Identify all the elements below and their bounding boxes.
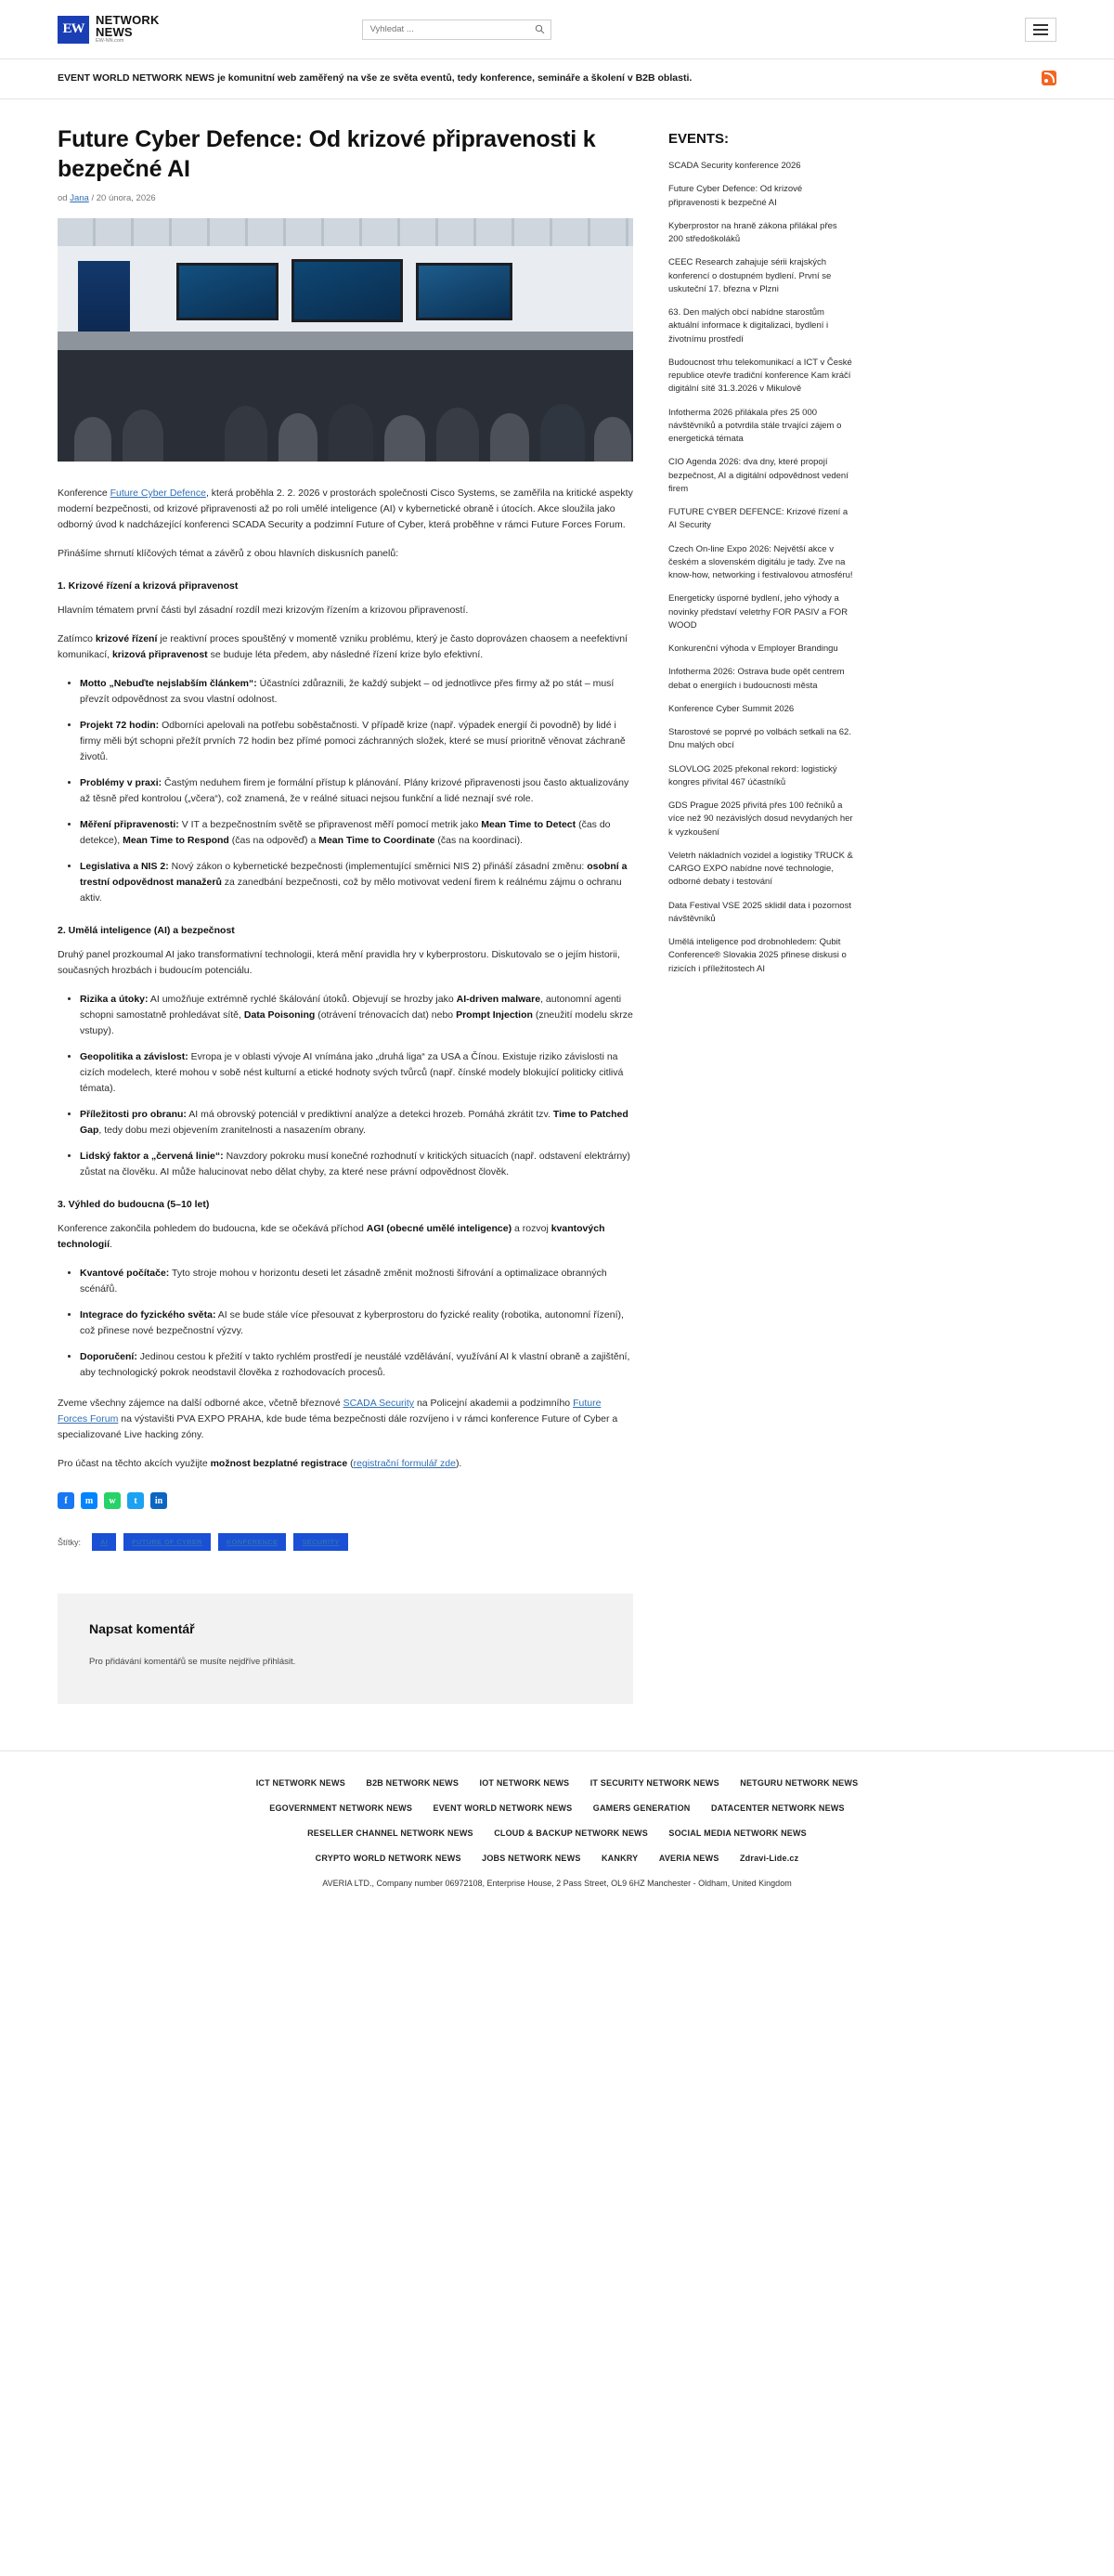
share-buttons <box>58 1492 633 1509</box>
outro-text-2: na Policejní akademii a podzimního <box>414 1398 574 1409</box>
footer-link-zdravi[interactable]: Zdravi-Lide.cz <box>739 1854 799 1864</box>
footer-legal: AVERIA LTD., Company number 06972108, Enterprise House, 2 Pass Street, OL9 6HZ Manchester - Oldham, United Kingdom <box>322 1879 792 1889</box>
bullet-text: AI se bude stále více přesouvat z kyberprostoru do fyzické reality (robotika, autonomní řízení), což přinese nové bezpečnostní výzvy. <box>80 1309 624 1336</box>
s1p2-e: se buduje léta předem, aby následné řízení krize bylo efektivní. <box>207 649 484 660</box>
sidebar-item-8[interactable]: FUTURE CYBER DEFENCE: Krizové řízení a AI Security <box>668 507 848 531</box>
sidebar-item-19[interactable]: Umělá inteligence pod drobnohledem: Qubit Conference® Slovakia 2025 přinese diskusi o rizicích i příležitostech AI <box>668 937 847 974</box>
article-main <box>58 125 633 1713</box>
bullet-bold: Legislativa a NIS 2: <box>80 861 169 872</box>
bullet-bold: Kvantové počítače: <box>80 1268 170 1279</box>
bullet-text-2: za zanedbání bezpečnosti, což by mělo motivovat vedení firem k reálnému zájmu o ochranu aktiv. <box>80 877 622 904</box>
bullet-text-2: , autonomní agenti schopni samostatně prohledávat sítě, <box>80 994 622 1021</box>
logo-line-1: NETWORK <box>96 13 160 28</box>
hero-screen-center <box>291 259 403 322</box>
bullet-bold-3: Mean Time to Respond <box>123 835 229 846</box>
page-title: Future Cyber Defence: Od krizové připravenosti k bezpečné AI <box>58 126 596 182</box>
menu-toggle-button[interactable] <box>1025 18 1056 42</box>
section-1-bullets <box>58 676 633 906</box>
logo-line-3: EW-NN.com <box>96 38 124 45</box>
byline <box>58 193 633 203</box>
tag-konference[interactable]: KONFERENCE <box>218 1533 287 1551</box>
tag-security[interactable]: SECURITY <box>293 1533 347 1551</box>
intro-text-2: , která proběhla 2. 2. 2026 v prostorách společnosti Cisco Systems, se zaměřila na kritické aspekty moderní bezpečnosti, od krizové připravenosti až po roli umělé inteligence (AI) v kybernetické obraně i útocích. Akce sloužila jako odborný úvod k nadcházející konferenci SCADA Security a podzimní Future of Cyber, která proběhne v rámci Future Forces Forum. <box>58 488 633 530</box>
bullet-bold-3: Data Poisoning <box>243 1009 316 1021</box>
list-item <box>80 718 633 765</box>
bullet-bold-2: Time to Patched Gap <box>80 1109 628 1136</box>
intro-text-1: Konference <box>58 488 110 499</box>
twitter-share-icon[interactable]: t <box>127 1492 144 1509</box>
sidebar-item-1[interactable]: Future Cyber Defence: Od krizové připravenosti k bezpečné AI <box>668 184 803 208</box>
sidebar-title: EVENTS: <box>668 131 730 147</box>
bullet-bold-4: Mean Time to Coordinate <box>318 835 435 846</box>
list-item <box>80 1266 633 1297</box>
list-item <box>80 992 633 1039</box>
bullet-text: AI má obrovský potenciál v prediktivní analýze a detekci hrozeb. Pomáhá zkrátit tzv. <box>186 1109 553 1120</box>
section-2-paragraph-1: Druhý panel prozkoumal AI jako transformativní technologii, která mění pravidla hry v kyberprostoru. Diskutovalo se o jejím historii, současných hrozbách i budoucím potenciálu. <box>58 949 620 976</box>
s1p2-a: Zatímco <box>58 633 96 644</box>
footer-link-averia[interactable]: AVERIA NEWS <box>658 1854 719 1864</box>
cta-text-1: Pro účast na těchto akcích využijte <box>58 1458 211 1469</box>
bullet-bold: Doporučení: <box>80 1351 137 1362</box>
article-hero-image <box>58 218 633 462</box>
bullet-bold-2: osobní a trestní odpovědnost manažerů <box>80 861 628 888</box>
hero-audience <box>58 350 633 462</box>
search-box[interactable] <box>362 20 551 40</box>
footer-link-ict[interactable]: ICT NETWORK NEWS <box>255 1778 345 1789</box>
site-tagline: EVENT WORLD NETWORK NEWS je komunitní web zaměřený na vše ze světa eventů, tedy konference, semináře a školení v B2B oblasti. <box>58 72 693 84</box>
outro-text-3: na výstavišti PVA EXPO PRAHA, kde bude téma bezpečnosti dále rozvíjeno i v rámci konference Future of Cyber a specializované Live hacking zóny. <box>58 1413 618 1440</box>
search-input[interactable] <box>369 23 535 35</box>
footer-link-jobs[interactable]: JOBS NETWORK NEWS <box>482 1854 581 1864</box>
s3p1-a: Konference zakončila pohledem do budoucna, kde se očekává příchod <box>58 1223 367 1234</box>
sidebar-item-3[interactable]: CEEC Research zahajuje sérii krajských konferencí o dostupném bydlení. První se uskuteční 17. března v Plzni <box>668 257 832 294</box>
sidebar-item-6[interactable]: Infotherma 2026 přilákala přes 25 000 návštěvníků a potvrdila stále trvající zájem o energetická témata <box>668 407 842 444</box>
list-item <box>80 1149 633 1180</box>
footer-link-datacenter[interactable]: DATACENTER NETWORK NEWS <box>710 1803 845 1814</box>
list-item <box>80 1049 633 1097</box>
site-header <box>0 0 1114 59</box>
bullet-text: Navzdory pokroku musí konečné rozhodnutí v kritických situacích (např. odstavení elektrárny) zůstat na člověku. AI může halucinovat nebo dělat chyby, za které nese právní odpovědnost člověk. <box>80 1151 630 1177</box>
sidebar-item-0[interactable]: SCADA Security konference 2026 <box>668 161 801 171</box>
outro-paragraph <box>58 1396 633 1443</box>
hamburger-bar-1 <box>1033 24 1048 26</box>
cta-bold: možnost bezplatné registrace <box>210 1458 348 1469</box>
bullet-text-2: (čas do detekce), <box>80 819 611 846</box>
cta-paragraph <box>58 1456 633 1472</box>
bullet-bold: Projekt 72 hodin: <box>80 720 160 731</box>
hamburger-bar-3 <box>1033 33 1048 35</box>
bullet-text: AI umožňuje extrémně rychlé škálování útoků. Objevují se hrozby jako <box>148 994 457 1005</box>
byline-prefix: od <box>58 193 68 203</box>
sidebar-item-18[interactable]: Data Festival VSE 2025 sklidil data i pozornost návštěvníků <box>668 900 851 924</box>
section-1-heading: 1. Krizové řízení a krizová připravenost <box>58 580 239 592</box>
bullet-bold: Integrace do fyzického světa: <box>80 1309 216 1321</box>
bullet-bold: Lidský faktor a „červená linie“: <box>80 1151 224 1162</box>
comment-login-note: Pro přidávání komentářů se musíte nejdříve přihlásit. <box>89 1657 296 1667</box>
sidebar-item-14[interactable]: Starostové se poprvé po volbách setkali na 62. Dnu malých obcí <box>668 727 851 751</box>
bullet-text: Účastníci zdůraznili, že každý subjekt – od jednotlivce přes firmy až po stát – musí převzít odpovědnost za svou vlastní odolnost. <box>80 678 615 705</box>
s3p1-d: kvantových technologií <box>58 1223 605 1250</box>
sidebar-item-12[interactable]: Infotherma 2026: Ostrava bude opět centrem debat o energiích i budoucnosti města <box>668 667 845 691</box>
sidebar-item-13[interactable]: Konference Cyber Summit 2026 <box>668 703 795 714</box>
rss-icon[interactable] <box>1042 71 1056 85</box>
whatsapp-share-icon[interactable]: w <box>104 1492 121 1509</box>
tag-future-of-cyber[interactable]: FUTURE OF CYBER <box>123 1533 211 1551</box>
bullet-text-4: (čas na koordinaci). <box>434 835 523 846</box>
list-item <box>80 817 633 849</box>
footer-row-4 <box>56 1849 1058 1866</box>
s3p1-e: . <box>110 1239 112 1250</box>
section-3-bullets <box>58 1266 633 1381</box>
s1p2-d: krizová připravenost <box>111 649 208 660</box>
sidebar-item-4[interactable]: 63. Den malých obcí nabídne starostům aktuální informace k digitalizaci, bydlení i životnímu prostředí <box>668 307 829 345</box>
list-item <box>80 775 633 807</box>
sidebar-item-17[interactable]: Veletrh nákladních vozidel a logistiky TRUCK & CARGO EXPO nabídne nové technologie, odborné debaty i testování <box>668 850 853 888</box>
bullet-bold-2: Mean Time to Detect <box>481 819 576 830</box>
content-area <box>0 99 1114 1750</box>
cta-text-2: ( <box>347 1458 354 1469</box>
list-item <box>80 1349 633 1381</box>
bullet-bold: Měření připravenosti: <box>80 819 179 830</box>
section-2-bullets <box>58 992 633 1180</box>
s1p2-b: krizové řízení <box>95 633 158 644</box>
bullet-text: Nový zákon o kybernetické bezpečnosti (implementující směrnici NIS 2) přináší zásadní změnu: <box>168 861 588 872</box>
tag-ai[interactable]: AI <box>92 1533 116 1551</box>
publish-date: 20 února, 2026 <box>96 193 156 203</box>
footer-link-kankry[interactable]: KANKRY <box>601 1854 639 1864</box>
footer-link-gamers[interactable]: GAMERS GENERATION <box>592 1803 691 1814</box>
bullet-text-3: (otrávení trénovacích dat) nebo <box>315 1009 457 1021</box>
list-item <box>80 1107 633 1138</box>
list-item <box>80 1308 633 1339</box>
section-3-paragraph-1 <box>58 1221 633 1253</box>
sidebar-item-5[interactable]: Budoucnost trhu telekomunikací a ICT v České republice otevře tradiční konference Kam kráčí digitální sítě 31.3.2026 v Mikulově <box>668 357 852 395</box>
sidebar-item-2[interactable]: Kyberprostor na hraně zákona přilákal přes 200 středoškoláků <box>668 220 837 244</box>
s3p1-c: a rozvoj <box>512 1223 551 1234</box>
messenger-share-icon[interactable]: m <box>81 1492 97 1509</box>
bullet-text: Častým neduhem firem je formální přístup k plánování. Plány krizové připravenosti jsou často aktualizovány až těsně před kontrolou („včera“), což znamená, že v reálné situaci nejsou funkční a lidé neznají své role. <box>80 777 629 804</box>
search-icon[interactable] <box>535 24 545 34</box>
logo-line-2: NEWS <box>96 25 133 40</box>
site-footer <box>0 1750 1114 1916</box>
footer-link-egovernment[interactable]: EGOVERNMENT NETWORK NEWS <box>269 1803 413 1814</box>
bullet-text: Evropa je v oblasti vývoje AI vnímána jako „druhá liga“ za USA a Čínou. Existuje riziko závislosti na cizích modelech, které mohou v sobě nést kulturní a etické hodnoty svých tvůrců (např. čínské modely blokující politicky citlivá témata). <box>80 1051 624 1094</box>
bullet-text-3: (čas na odpověď) a <box>228 835 319 846</box>
bullet-bold: Příležitosti pro obranu: <box>80 1109 187 1120</box>
linkedin-share-icon[interactable]: in <box>150 1492 167 1509</box>
sidebar-item-15[interactable]: SLOVLOG 2025 překonal rekord: logistický kongres přivítal 467 účastníků <box>668 763 837 787</box>
outro-text-1: Zveme všechny zájemce na další odborné akce, včetně březnové <box>58 1398 343 1409</box>
bullet-text: Tyto stroje mohou v horizontu deseti let zásadně změnit možnosti šifrování a optimalizace obranných scénářů. <box>80 1268 607 1295</box>
author-link[interactable]: Jana <box>70 193 89 203</box>
footer-row-1 <box>56 1774 1058 1790</box>
cta-text-3: ). <box>455 1458 462 1469</box>
bullet-bold-4: Prompt Injection <box>456 1009 533 1021</box>
hamburger-bar-2 <box>1033 29 1048 31</box>
future-forces-forum-link[interactable]: Future Forces Forum <box>58 1398 602 1425</box>
section-3-heading: 3. Výhled do budoucna (5–10 let) <box>58 1199 210 1210</box>
footer-link-eventworld[interactable]: EVENT WORLD NETWORK NEWS <box>433 1803 573 1814</box>
bullet-bold: Problémy v praxi: <box>80 777 162 788</box>
scada-security-link[interactable]: SCADA Security <box>343 1398 415 1409</box>
hero-ceiling <box>58 218 633 246</box>
footer-link-cloud[interactable]: CLOUD & BACKUP NETWORK NEWS <box>494 1828 648 1839</box>
tags-label: Štítky: <box>58 1537 82 1547</box>
intro-paragraph <box>58 486 633 533</box>
footer-link-netguru[interactable]: NETGURU NETWORK NEWS <box>740 1778 859 1789</box>
list-item <box>80 859 633 906</box>
registration-form-link[interactable]: registrační formulář zde <box>353 1458 456 1469</box>
bullet-bold: Motto „Nebuďte nejslabším článkem“: <box>80 678 257 689</box>
comment-heading: Napsat komentář <box>89 1621 195 1636</box>
footer-row-2 <box>56 1799 1058 1815</box>
logo-mark-icon: EW <box>58 16 89 44</box>
bullet-text: Jedinou cestou k přežití v takto rychlém prostředí je neustálé vzdělávání, využívání AI k vlastní obraně a zajištění, aby technologický pokrok neodstavil člověka z rozhodovacích procesů. <box>80 1351 630 1378</box>
list-item <box>80 676 633 708</box>
comment-section <box>58 1594 633 1704</box>
byline-separator: / <box>91 193 95 203</box>
bullet-text-4: (zneužití modelu skrze vstupy). <box>80 1009 633 1036</box>
footer-link-crypto[interactable]: CRYPTO WORLD NETWORK NEWS <box>315 1854 461 1864</box>
bullet-bold: Rizika a útoky: <box>80 994 149 1005</box>
footer-link-itsecurity[interactable]: IT SECURITY NETWORK NEWS <box>589 1778 719 1789</box>
footer-link-b2b[interactable]: B2B NETWORK NEWS <box>366 1778 460 1789</box>
bullet-bold: Geopolitika a závislost: <box>80 1051 188 1062</box>
tagline-bar <box>0 59 1114 99</box>
sidebar-item-7[interactable]: CIO Agenda 2026: dva dny, které propojí bezpečnost, AI a digitální odpovědnost vedení firem <box>668 457 848 494</box>
bullet-text-2: , tedy dobu mezi objevením zranitelnosti a nasazením obrany. <box>98 1125 366 1136</box>
facebook-share-icon[interactable]: f <box>58 1492 74 1509</box>
footer-link-reseller[interactable]: RESELLER CHANNEL NETWORK NEWS <box>307 1828 473 1839</box>
hero-screen-left <box>176 263 278 320</box>
sidebar-item-11[interactable]: Konkurenční výhoda v Employer Brandingu <box>668 644 838 654</box>
section-1-paragraph-1: Hlavním tématem první části byl zásadní rozdíl mezi krizovým řízením a krizovou připraveností. <box>58 605 469 616</box>
footer-link-socialmedia[interactable]: SOCIAL MEDIA NETWORK NEWS <box>668 1828 807 1839</box>
site-logo[interactable] <box>58 14 160 45</box>
sidebar-item-16[interactable]: GDS Prague 2025 přivítá přes 100 řečníků a více než 90 nezávislých dosud nevydaných her k vyzkoušení <box>668 800 853 838</box>
section-2-heading: 2. Umělá inteligence (AI) a bezpečnost <box>58 925 235 936</box>
bullet-text: Odborníci apelovali na potřebu soběstačnosti. V případě krize (např. výpadek energií či povodně) by lidé i firmy měli být schopni přežít prvních 72 hodin bez přímé pomoci záchranných složek, které se musí prioritně věnovat záchraně životů. <box>80 720 626 762</box>
sidebar <box>668 125 854 986</box>
s3p1-b: AGI (obecné umělé inteligence) <box>366 1223 512 1234</box>
bullet-bold-2: AI-driven malware <box>456 994 541 1005</box>
sidebar-item-9[interactable]: Czech On-line Expo 2026: Největší akce v českém a slovenském digitálu je tady. Zve na know-how, networking i festivalovou atmosféru! <box>668 543 853 580</box>
hero-screen-right <box>416 263 512 320</box>
footer-link-iot[interactable]: IOT NETWORK NEWS <box>479 1778 570 1789</box>
future-cyber-defence-link[interactable]: Future Cyber Defence <box>110 488 206 499</box>
s1p2-c: je reaktivní proces spouštěný v momentě vzniku problému, který je často doprovázen chaosem a neefektivní komunikací, <box>58 633 628 660</box>
section-1-paragraph-2 <box>58 631 633 663</box>
sidebar-item-10[interactable]: Energeticky úsporné bydlení, jeho výhody a novinky představí veletrhy FOR PASIV a FOR WOOD <box>668 593 848 631</box>
bullet-text: V IT a bezpečnostním světě se připravenost měří pomocí metrik jako <box>178 819 482 830</box>
lead-paragraph: Přinášíme shrnutí klíčových témat a závěrů z obou hlavních diskusních panelů: <box>58 548 399 559</box>
tags-row <box>58 1533 633 1551</box>
footer-row-3 <box>56 1824 1058 1841</box>
